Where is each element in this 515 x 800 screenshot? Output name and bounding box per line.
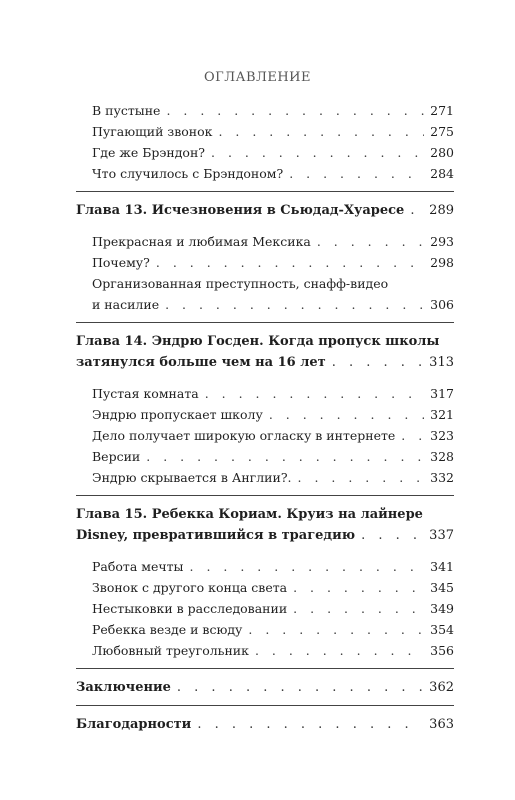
- table-of-contents: [76, 100, 454, 735]
- toc-entry-title: Прекрасная и любимая Мексика: [92, 234, 311, 249]
- toc-chapter-15[interactable]: [76, 525, 454, 546]
- leader-dots: [218, 121, 424, 142]
- toc-chapter-title: Заключение: [76, 680, 171, 695]
- leader-dots: [248, 619, 424, 640]
- toc-entry-title: Версии: [92, 449, 141, 464]
- toc-entry[interactable]: [76, 598, 454, 619]
- toc-chapter-15-line1[interactable]: Глава 15. Ребекка Кориам. Круиз на лайнере: [76, 507, 423, 522]
- leader-dots: [255, 640, 424, 661]
- leader-dots: [269, 404, 424, 425]
- toc-entry-page: 298: [430, 255, 454, 270]
- toc-entry-page: 349: [430, 601, 454, 616]
- toc-entry-title: Эндрю пропускает школу: [92, 407, 263, 422]
- leader-dots: [156, 252, 424, 273]
- toc-entry[interactable]: [76, 100, 454, 121]
- toc-chapter-title-line2: затянулся больше чем на 16 лет: [76, 355, 326, 370]
- section-divider: [76, 191, 454, 192]
- toc-entry-page: 328: [430, 449, 454, 464]
- toc-entry-title: Где же Брэндон?: [92, 145, 205, 160]
- toc-entry-page: 354: [430, 622, 454, 637]
- toc-entry-page: 275: [430, 124, 454, 139]
- toc-entry-page: 332: [430, 470, 454, 485]
- leader-dots: [211, 142, 424, 163]
- toc-entry[interactable]: [76, 446, 454, 467]
- leader-dots: [410, 200, 423, 221]
- toc-chapter-title: Глава 13. Исчезновения в Сьюдад-Хуаресе: [76, 203, 405, 218]
- leader-dots: [146, 446, 424, 467]
- toc-conclusion[interactable]: [76, 677, 454, 698]
- leader-dots: [401, 425, 424, 446]
- toc-entry-title: Звонок с другого конца света: [92, 580, 288, 595]
- toc-chapter-title-line2: Disney, превратившийся в трагедию: [76, 528, 356, 543]
- leader-dots: [317, 231, 424, 252]
- leader-dots: [197, 714, 423, 735]
- leader-dots: [165, 294, 424, 315]
- toc-entry-page: 323: [430, 428, 454, 443]
- toc-entry-title: Что случилось с Брэндоном?: [92, 166, 284, 181]
- toc-entry-page: 280: [430, 145, 454, 160]
- toc-acknowledgements[interactable]: [76, 714, 454, 735]
- leader-dots: [177, 677, 423, 698]
- section-divider: [76, 705, 454, 706]
- toc-entry-title: Пустая комната: [92, 386, 199, 401]
- toc-chapter-14-line1[interactable]: Глава 14. Эндрю Госден. Когда пропуск школы: [76, 334, 440, 349]
- leader-dots: [293, 577, 424, 598]
- running-head: ОГЛАВЛЕНИЕ: [203, 70, 311, 85]
- leader-dots: [332, 352, 423, 373]
- toc-entry-title: Пугающий звонок: [92, 124, 213, 139]
- toc-chapter-14[interactable]: [76, 352, 454, 373]
- toc-entry-page: 293: [430, 234, 454, 249]
- toc-entry-page: 306: [430, 297, 454, 312]
- toc-entry[interactable]: [76, 556, 454, 577]
- leader-dots: [205, 383, 424, 404]
- toc-entry[interactable]: [76, 294, 454, 315]
- toc-chapter-page: 362: [429, 680, 454, 695]
- toc-chapter-page: 337: [429, 528, 454, 543]
- toc-entry[interactable]: [76, 383, 454, 404]
- toc-entry-title: В пустыне: [92, 103, 161, 118]
- toc-entry[interactable]: [76, 163, 454, 184]
- leader-dots: [190, 556, 425, 577]
- leader-dots: [298, 467, 425, 488]
- leader-dots: [293, 598, 424, 619]
- toc-entry[interactable]: [76, 231, 454, 252]
- toc-chapter-title: Благодарности: [76, 717, 192, 732]
- toc-entry-page: 271: [430, 103, 454, 118]
- toc-entry[interactable]: [76, 425, 454, 446]
- toc-chapter-13[interactable]: [76, 200, 454, 221]
- leader-dots: [166, 100, 424, 121]
- toc-entry-title: Дело получает широкую огласку в интернете: [92, 428, 396, 443]
- toc-entry-title: Эндрю скрывается в Англии?.: [92, 470, 292, 485]
- toc-entry[interactable]: [76, 404, 454, 425]
- toc-entry[interactable]: [76, 640, 454, 661]
- toc-entry-page: 341: [430, 559, 454, 574]
- toc-entry-title-line2: и насилие: [92, 297, 160, 312]
- toc-entry-title: Работа мечты: [92, 559, 184, 574]
- toc-chapter-page: 363: [429, 717, 454, 732]
- toc-entry-page: 345: [430, 580, 454, 595]
- toc-entry-title: Почему?: [92, 255, 150, 270]
- toc-entry[interactable]: [76, 467, 454, 488]
- toc-entry-title-line1[interactable]: Организованная преступность, снафф-видео: [92, 276, 389, 291]
- toc-entry[interactable]: [76, 121, 454, 142]
- toc-entry[interactable]: [76, 142, 454, 163]
- section-divider: [76, 322, 454, 323]
- toc-chapter-page: 313: [429, 355, 454, 370]
- toc-entry-page: 356: [430, 643, 454, 658]
- toc-entry-page: 317: [430, 386, 454, 401]
- leader-dots: [361, 525, 423, 546]
- section-divider: [76, 495, 454, 496]
- section-divider: [76, 668, 454, 669]
- toc-entry[interactable]: [76, 619, 454, 640]
- toc-entry-title: Ребекка везде и всюду: [92, 622, 243, 637]
- toc-entry-title: Нестыковки в расследовании: [92, 601, 288, 616]
- toc-entry-title: Любовный треугольник: [92, 643, 249, 658]
- toc-entry-page: 284: [430, 166, 454, 181]
- toc-chapter-page: 289: [429, 203, 454, 218]
- toc-entry[interactable]: [76, 252, 454, 273]
- toc-entry-page: 321: [430, 407, 454, 422]
- leader-dots: [289, 163, 424, 184]
- toc-entry[interactable]: [76, 577, 454, 598]
